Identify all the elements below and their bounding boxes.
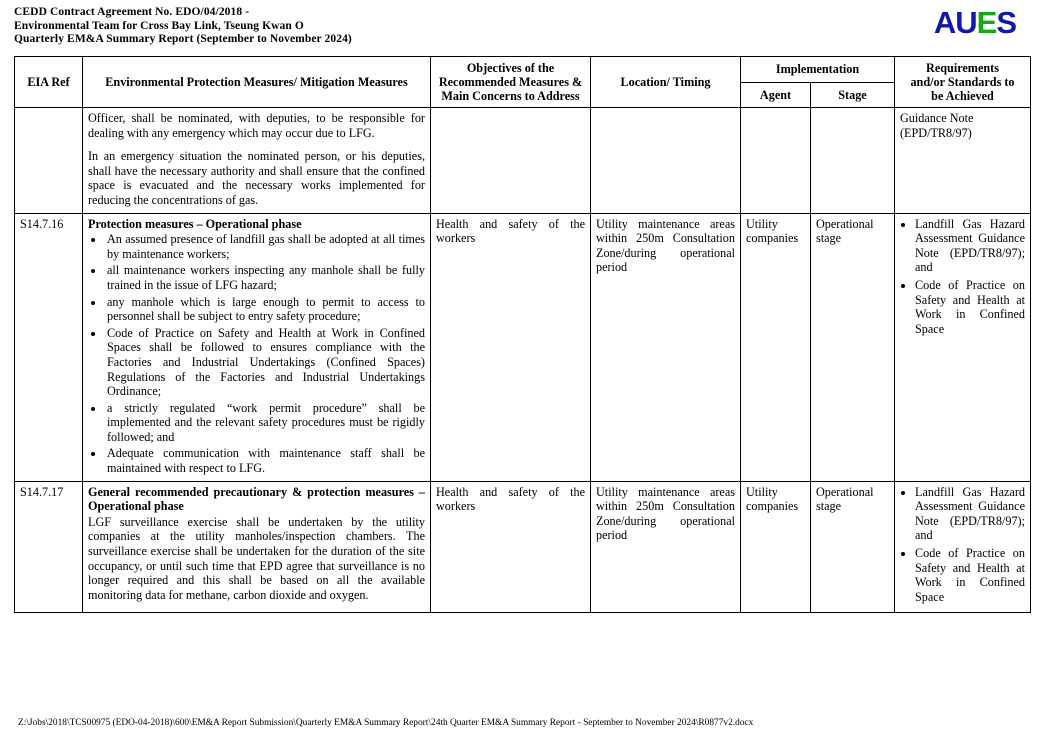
measures-heading: General recommended precautionary & protection measures – Operational phase bbox=[88, 484, 425, 514]
header-implementation: Implementation bbox=[741, 57, 895, 83]
cell-objectives: Health and safety of the workers bbox=[431, 213, 591, 481]
cell-agent: Utility companies bbox=[741, 213, 811, 481]
header-requirements-line-3: be Achieved bbox=[931, 89, 994, 103]
footer-file-path: Z:\Jobs\2018\TCS00975 (EDO-04-2018)\600\EM&A Report Submission\Quarterly EM&A Summary Report\24th Quarter EM&A Summary Report - September to November 2024\R0877v2.docx bbox=[18, 718, 754, 728]
table-row bbox=[15, 481, 1031, 613]
header-eia-ref: EIA Ref bbox=[15, 57, 83, 108]
requirement-line: (EPD/TR8/97) bbox=[900, 125, 972, 140]
measure-paragraph: LGF surveillance exercise shall be undertaken by the utility companies at the utility manholes/inspection chambers. The surveillance exercise shall be undertaken for the duration of the site occupancy, or until such time that EPD agree that surveillance is no longer required and this shall be based on all the available monitoring data for methane, carbon dioxide and oxygen. bbox=[88, 514, 425, 602]
header-location-timing: Location/ Timing bbox=[591, 57, 741, 108]
header-measures: Environmental Protection Measures/ Mitigation Measures bbox=[83, 57, 431, 108]
cell-requirements bbox=[895, 481, 1031, 613]
page-header bbox=[14, 6, 1030, 50]
logo-letter-e: E bbox=[976, 5, 997, 40]
list-item: • any manhole which is large enough to permit to access to personnel shall be subject to entry safety procedure; bbox=[105, 295, 425, 324]
cell-measures bbox=[83, 481, 431, 613]
cell-objectives: Health and safety of the workers bbox=[431, 481, 591, 613]
logo-letter-u: U bbox=[955, 5, 977, 40]
logo-letter-s: S bbox=[996, 5, 1016, 40]
cell-eia-ref: S14.7.17 bbox=[15, 481, 83, 613]
header-agent: Agent bbox=[741, 82, 811, 108]
cell-requirements bbox=[895, 213, 1031, 481]
table-row bbox=[15, 108, 1031, 214]
requirements-bullet-list bbox=[900, 217, 1025, 337]
measures-bullet-list bbox=[88, 232, 425, 476]
cell-location: Utility maintenance areas within 250m Consultation Zone/during operational period bbox=[591, 481, 741, 613]
table-header-row-1 bbox=[15, 57, 1031, 83]
header-requirements bbox=[895, 57, 1031, 108]
cell-requirements bbox=[895, 108, 1031, 214]
measures-heading: Protection measures – Operational phase bbox=[88, 216, 302, 231]
measure-paragraph: In an emergency situation the nominated person, or his deputies, shall have the necessary authority and shall ensure that the confined space is evacuated and the necessary works implemented for reducing the concentrations of gas. bbox=[88, 149, 425, 207]
header-objectives bbox=[431, 57, 591, 108]
mitigation-measures-table bbox=[14, 56, 1031, 613]
header-title-block bbox=[14, 6, 1030, 47]
list-item: • Code of Practice on Safety and Health at Work in Confined Space bbox=[915, 278, 1025, 336]
header-objectives-line-3: Main Concerns to Address bbox=[441, 89, 580, 103]
cell-stage: Operational stage bbox=[811, 213, 895, 481]
measure-paragraph: Officer, shall be nominated, with deputies, to be responsible for dealing with any emergency which may occur due to LFG. bbox=[88, 111, 425, 140]
cell-agent: Utility companies bbox=[741, 481, 811, 613]
header-objectives-line-2: Recommended Measures & bbox=[438, 75, 583, 89]
list-item: • An assumed presence of landfill gas shall be adopted at all times by maintenance workers; bbox=[105, 232, 425, 261]
header-line-1: CEDD Contract Agreement No. EDO/04/2018 - bbox=[14, 6, 250, 18]
header-line-3: Quarterly EM&A Summary Report (September to November 2024) bbox=[14, 33, 352, 45]
cell-eia-ref bbox=[15, 108, 83, 214]
cell-stage bbox=[811, 108, 895, 214]
logo-letter-a: A bbox=[933, 5, 956, 40]
cell-location bbox=[591, 108, 741, 214]
list-item: • Code of Practice on Safety and Health at Work in Confined Space bbox=[915, 546, 1025, 604]
list-item: • a strictly regulated “work permit procedure” shall be implemented and the relevant safety procedures must be rigidly followed; and bbox=[105, 401, 425, 445]
list-item: • Code of Practice on Safety and Health at Work in Confined Spaces shall be followed to ensures compliance with the Factories and Industrial Undertakings (Confined Spaces) Regulations of the Factories and Industrial Undertakings Ordinance; bbox=[105, 326, 425, 399]
list-item: • Adequate communication with maintenance staff shall be maintained with respect to LFG. bbox=[105, 446, 425, 475]
cell-measures bbox=[83, 213, 431, 481]
header-requirements-line-2: and/or Standards to bbox=[910, 75, 1015, 89]
cell-measures bbox=[83, 108, 431, 214]
list-item: • Landfill Gas Hazard Assessment Guidance Note (EPD/TR8/97); and bbox=[915, 217, 1025, 275]
cell-agent bbox=[741, 108, 811, 214]
table-row bbox=[15, 213, 1031, 481]
header-stage: Stage bbox=[811, 82, 895, 108]
header-objectives-line-1: Objectives of the bbox=[466, 61, 555, 75]
list-item: • all maintenance workers inspecting any manhole shall be fully trained in the issue of LFG hazard; bbox=[105, 263, 425, 292]
header-requirements-line-1: Requirements bbox=[926, 61, 999, 75]
list-item: • Landfill Gas Hazard Assessment Guidance Note (EPD/TR8/97); and bbox=[915, 485, 1025, 543]
cell-objectives bbox=[431, 108, 591, 214]
aues-logo bbox=[934, 6, 1016, 40]
cell-location: Utility maintenance areas within 250m Consultation Zone/during operational period bbox=[591, 213, 741, 481]
cell-stage: Operational stage bbox=[811, 481, 895, 613]
cell-eia-ref: S14.7.16 bbox=[15, 213, 83, 481]
requirement-line: Guidance Note bbox=[900, 111, 974, 125]
header-line-2: Environmental Team for Cross Bay Link, Tseung Kwan O bbox=[14, 19, 304, 32]
requirements-bullet-list bbox=[900, 485, 1025, 605]
